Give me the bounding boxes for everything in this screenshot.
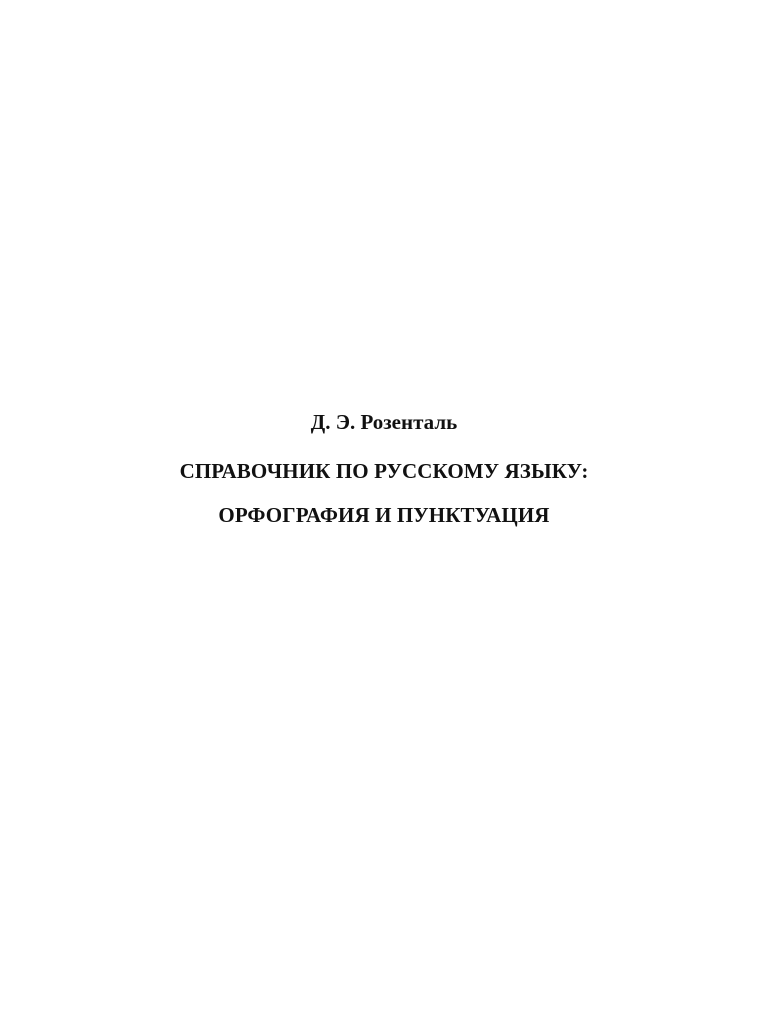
title-block — [0, 404, 768, 535]
book-title-line-2: ОРФОГРАФИЯ И ПУНКТУАЦИЯ — [218, 503, 550, 527]
author-name: Д. Э. Розенталь — [310, 410, 458, 434]
book-title-line-1: СПРАВОЧНИК ПО РУССКОМУ ЯЗЫКУ: — [179, 459, 589, 483]
